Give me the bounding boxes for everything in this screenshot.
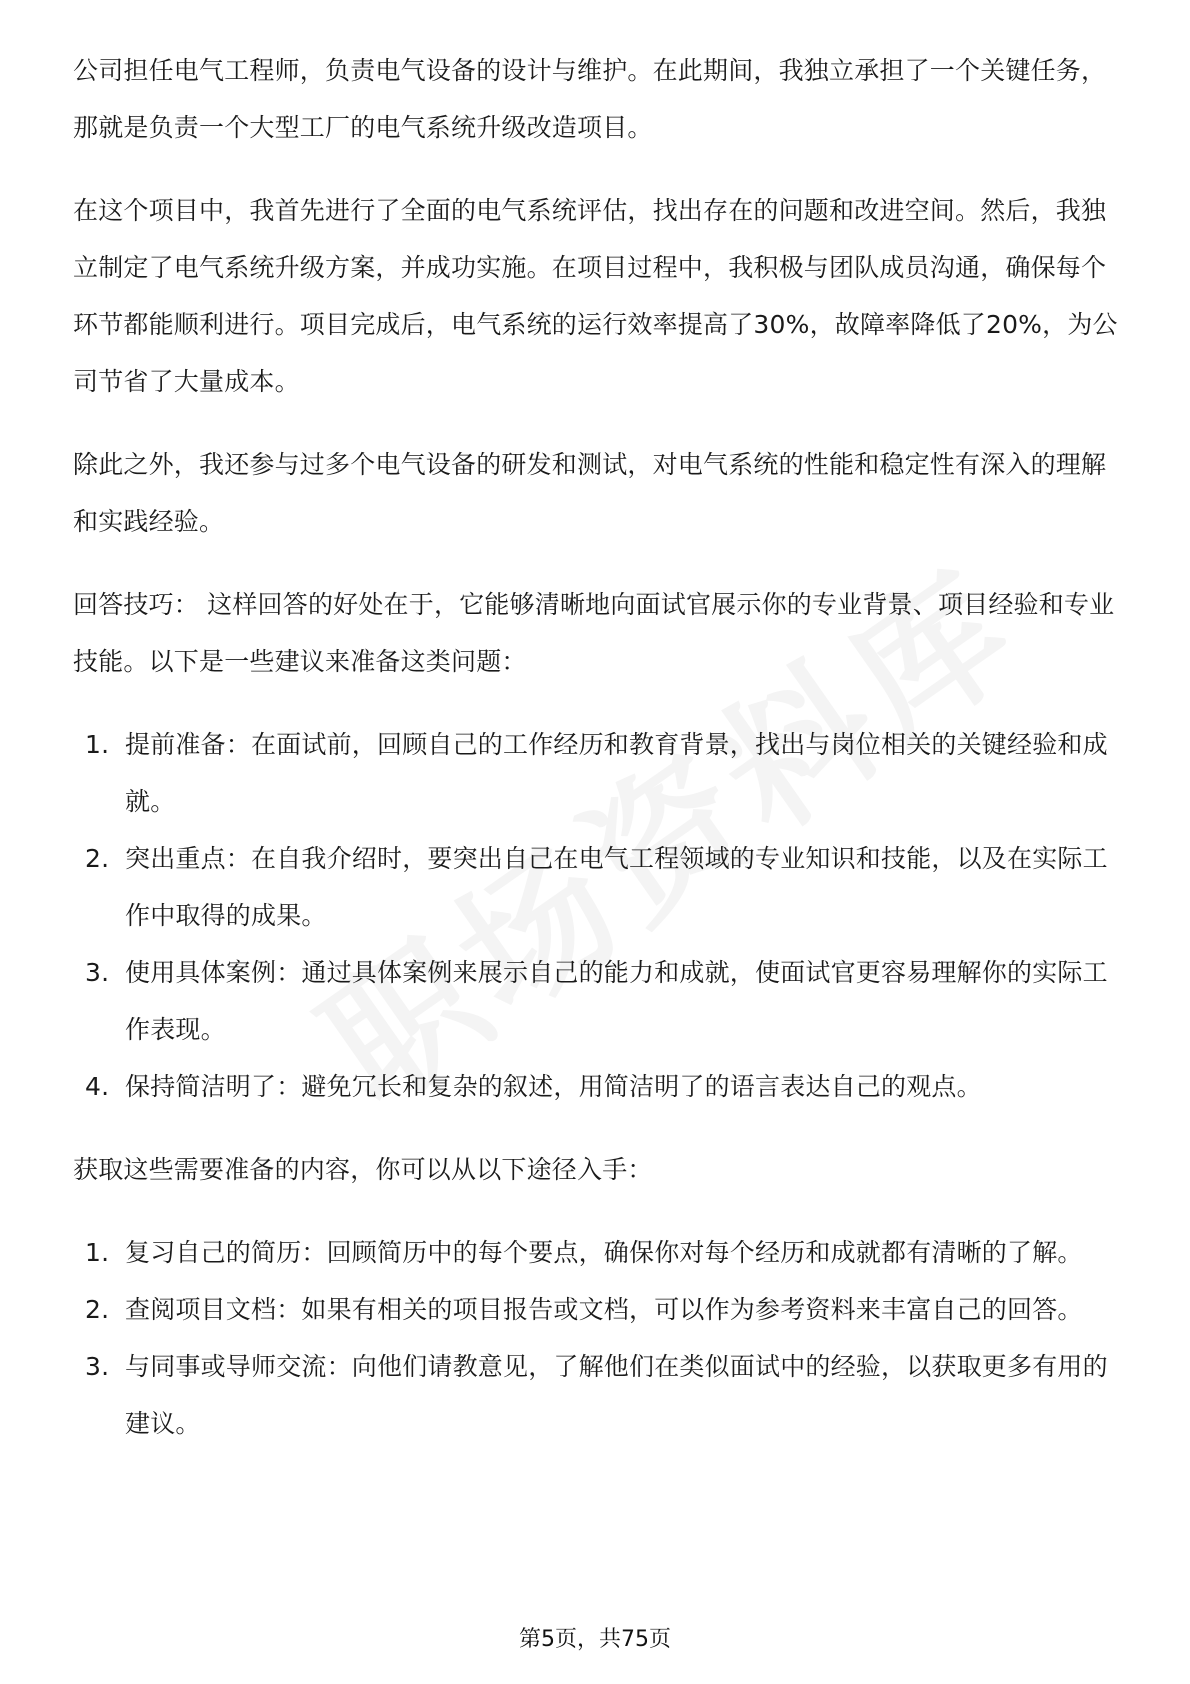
- list-item-text: 复习自己的简历：回顾简历中的每个要点，确保你对每个经历和成就都有清晰的了解。: [125, 1238, 1083, 1267]
- list-item: [73, 1338, 1118, 1452]
- list-item-number: 3.: [85, 1352, 110, 1381]
- paragraph-experience: 除此之外，我还参与过多个电气设备的研发和测试，对电气系统的性能和稳定性有深入的理解和实践经验。: [73, 450, 1107, 536]
- list-item: [73, 716, 1118, 830]
- list-item: [73, 944, 1118, 1058]
- list-item-number: 2.: [85, 844, 110, 873]
- sources-list: [73, 1224, 1118, 1452]
- paragraph-sources-intro: 获取这些需要准备的内容，你可以从以下途径入手：: [73, 1155, 653, 1184]
- list-item-text: 提前准备：在面试前，回顾自己的工作经历和教育背景，找出与岗位相关的关键经验和成就。: [125, 730, 1108, 816]
- list-item-text: 保持简洁明了：避免冗长和复杂的叙述，用简洁明了的语言表达自己的观点。: [125, 1072, 982, 1101]
- list-item: [73, 1281, 1118, 1338]
- paragraph-answer-tips: 回答技巧： 这样回答的好处在于，它能够清晰地向面试官展示你的专业背景、项目经验和专业技能。以下是一些建议来准备这类问题：: [73, 590, 1115, 676]
- page-content: [73, 42, 1118, 1478]
- list-item: [73, 1224, 1118, 1281]
- list-item-text: 查阅项目文档：如果有相关的项目报告或文档，可以作为参考资料来丰富自己的回答。: [125, 1295, 1083, 1324]
- list-item-number: 4.: [85, 1072, 110, 1101]
- paragraph-role: 公司担任电气工程师，负责电气设备的设计与维护。在此期间，我独立承担了一个关键任务，那就是负责一个大型工厂的电气系统升级改造项目。: [73, 56, 1107, 142]
- tips-list: [73, 716, 1118, 1115]
- page-footer: 第5页，共75页: [519, 1627, 671, 1652]
- list-item-text: 与同事或导师交流：向他们请教意见，了解他们在类似面试中的经验，以获取更多有用的建议。: [125, 1352, 1108, 1438]
- list-item-number: 1.: [85, 1238, 110, 1267]
- list-item-text: 突出重点：在自我介绍时，要突出自己在电气工程领域的专业知识和技能，以及在实际工作中取得的成果。: [125, 844, 1108, 930]
- paragraph-project: 在这个项目中，我首先进行了全面的电气系统评估，找出存在的问题和改进空间。然后，我独立制定了电气系统升级方案，并成功实施。在项目过程中，我积极与团队成员沟通，确保每个环节都能顺利进行。项目完成后，电气系统的运行效率提高了30%，故障率降低了20%，为公司节省了大量成本。: [73, 196, 1118, 396]
- list-item: [73, 830, 1118, 944]
- list-item-text: 使用具体案例：通过具体案例来展示自己的能力和成就，使面试官更容易理解你的实际工作表现。: [125, 958, 1108, 1044]
- list-item-number: 2.: [85, 1295, 110, 1324]
- list-item: [73, 1058, 1118, 1115]
- list-item-number: 1.: [85, 730, 110, 759]
- list-item-number: 3.: [85, 958, 110, 987]
